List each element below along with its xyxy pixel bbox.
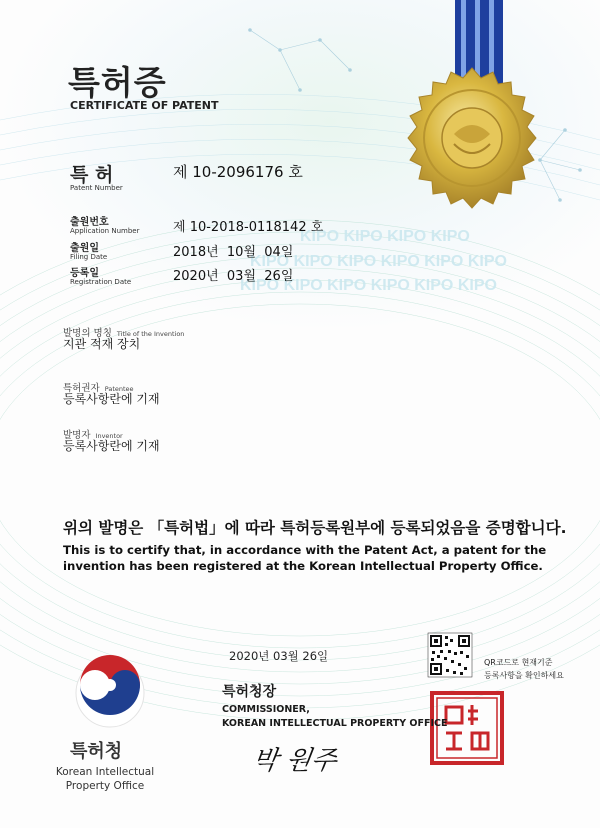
invention-title: 지관 적재 장치 (63, 337, 141, 351)
certification-statement-korean: 위의 발명은 「특허법」에 따라 특허등록원부에 등록되었음을 증명합니다. (63, 519, 567, 537)
invention-title-label-english: Title of the Invention (116, 330, 185, 338)
svg-text:KIPO KIPO KIPO KIPO KIPO KIPO: KIPO KIPO KIPO KIPO KIPO KIPO (250, 253, 507, 270)
patent-label: 특 허 (70, 164, 114, 186)
filing-date-label: 출원일 (70, 243, 99, 254)
certificate-title-english: CERTIFICATE OF PATENT (70, 99, 219, 112)
commissioner-title-english-line2: KOREAN INTELLECTUAL PROPERTY OFFICE (222, 718, 448, 729)
qr-note-line2: 등록사항을 확인하세요 (484, 671, 564, 680)
application-number-label-english: Application Number (70, 227, 140, 235)
patent-label-english: Patent Number (70, 184, 123, 192)
certificate-title: 특허증 (68, 63, 167, 102)
inventor-label-english: Inventor (95, 432, 123, 440)
svg-text:KIPO KIPO KIPO KIPO: KIPO KIPO KIPO KIPO (300, 228, 470, 245)
patentee-label: 특허권자 (63, 383, 100, 394)
invention-title-label: 발명의 명칭 (63, 328, 112, 339)
filing-date-label-english: Filing Date (70, 253, 108, 261)
kipo-logo-icon (76, 659, 144, 727)
inventor-label: 발명자 (63, 430, 91, 441)
commissioner-title: 특허청장 (222, 684, 277, 700)
commissioner-title-english-line1: COMMISSIONER, (222, 704, 310, 715)
issue-date: 2020년 03월 26일 (229, 649, 329, 663)
filing-date: 2018년 10월 04일 (173, 245, 294, 260)
registration-date-label: 등록일 (70, 268, 99, 279)
logo-name-english-line1: Korean Intellectual (55, 766, 155, 778)
commissioner-signature: 박 원주 (250, 746, 339, 776)
registration-date: 2020년 03월 26일 (173, 269, 294, 284)
patent-number: 제 10-2096176 호 (173, 163, 303, 181)
registration-date-label-english: Registration Date (70, 278, 132, 286)
application-number: 제 10-2018-0118142 호 (173, 220, 324, 235)
patentee-label-english: Patentee (104, 385, 134, 393)
logo-name-english-line2: Property Office (65, 780, 145, 792)
qr-code[interactable] (428, 633, 472, 677)
logo-name-korean: 특허청 (70, 741, 123, 762)
certification-statement-english: This is to certify that, in accordance with the Patent Act, a patent for the invention has been registered at the Korean Intellectual Property Office. (63, 543, 547, 573)
inventor-value: 등록사항란에 기재 (63, 439, 160, 453)
patentee-value: 등록사항란에 기재 (63, 392, 160, 406)
application-number-label: 출원번호 (70, 217, 109, 228)
gold-medal-icon (408, 68, 536, 208)
qr-note-line1: QR코드로 현재기준 (484, 658, 553, 667)
official-seal-icon (432, 693, 502, 763)
svg-text:KIPO KIPO KIPO KIPO KIPO KIPO: KIPO KIPO KIPO KIPO KIPO KIPO (240, 277, 497, 294)
